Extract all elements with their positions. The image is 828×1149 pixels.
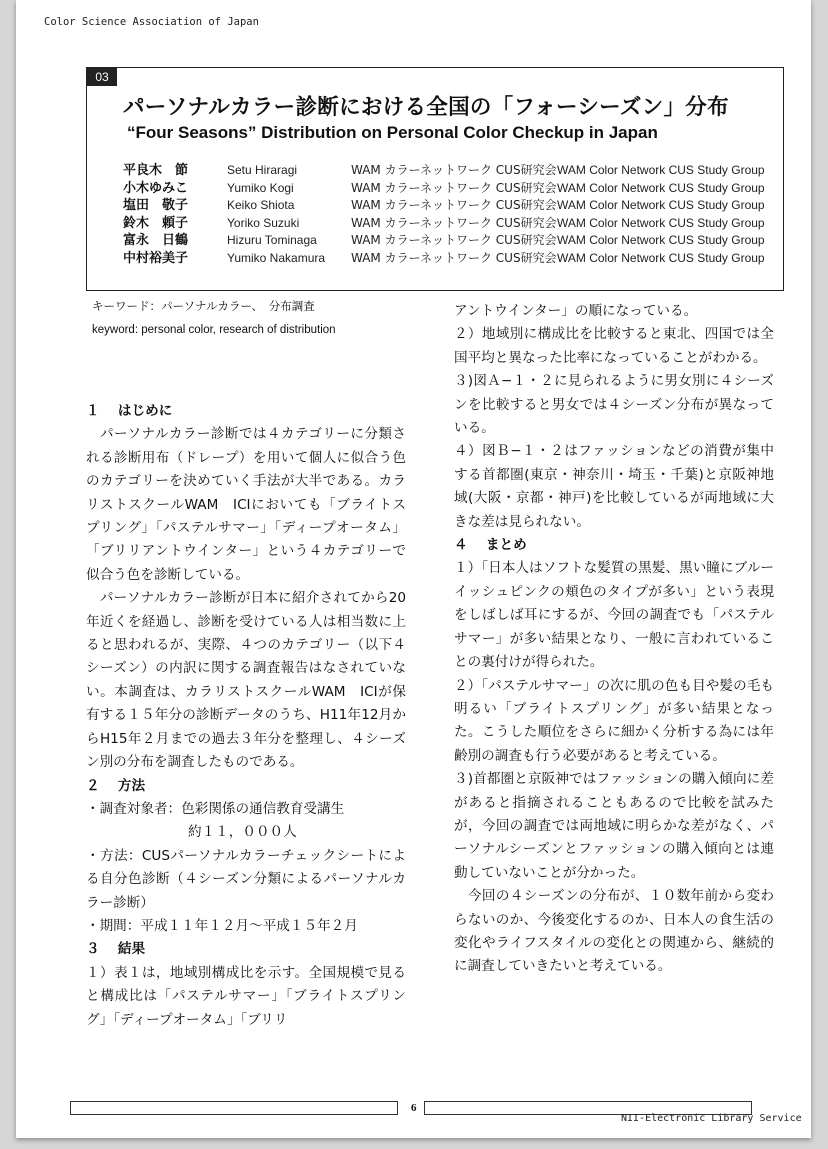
author-affiliation-en: WAM Color Network CUS Study Group: [557, 250, 765, 265]
right-column: [454, 300, 774, 979]
title-english: “Four Seasons” Distribution on Personal Color Checkup in Japan: [127, 123, 658, 142]
paragraph: パーソナルカラー診断が日本に紹介されてから20年近くを経過し、診断を受けている人は相当数に上ると思われるが、実際、４つのカテゴリー（以下４シーズン）の内訳に関する調査報告はなされていない。本調査は、カラリストスクールWAM ICIが保有する１５年分の診断データのうち、H11年12月からH15年２月までの過去３年分を整理し、４シーズン別の分布を調査したものである。: [86, 590, 406, 771]
paper-page: [16, 0, 811, 1138]
paragraph: ３)首都圏と京阪神ではファッションの購入傾向に差があると指摘されることもあるので比較を試みたが，今回の調査では両地域に明らかな差がなく、パーソナルシーズンとファッションの購入傾向とは連動していないことが分かった。: [454, 771, 774, 881]
author-name-en: Setu Hiraragi: [227, 163, 298, 177]
author-name-jp: 鈴木 頼子: [123, 215, 189, 231]
article-number: 03: [87, 68, 117, 86]
keywords-japanese: キーワード：パーソナルカラー、 分布調査: [92, 299, 315, 313]
paragraph: アントウインター」の順になっている。: [454, 303, 698, 319]
author-name-en: Yoriko Suzuki: [227, 215, 300, 230]
title-box: [86, 67, 784, 291]
paragraph: ４）図Ｂ−１・２はファッションなどの消費が集中する首都圏(東京・神奈川・埼玉・千葉)と京阪神地域(大阪・京都・神戸)を比較しているが両地域に大きな差は見られない。: [454, 443, 774, 530]
author-name-jp: 中村裕美子: [123, 250, 189, 266]
footer-box-left: [70, 1101, 398, 1115]
author-affiliation-en: WAM Color Network CUS Study Group: [557, 180, 765, 195]
section-heading-summary: ４ まとめ: [454, 537, 527, 554]
author-affiliation-jp: WAM カラーネットワーク CUS研究会: [351, 180, 557, 195]
author-name-en: Yumiko Kogi: [227, 180, 294, 195]
paragraph: 今回の４シーズンの分布が、１０数年前から変わらないのか、今後変化するのか、日本人の食生活の変化やライフスタイルの変化との関連から、継続的に調査していきたいと考えている。: [454, 888, 774, 975]
paragraph: パーソナルカラー診断では４カテゴリーに分類される診断用布（ドレープ）を用いて個人に似合う色のカテゴリーを決めていく手法が大半である。カラリストスクールWAM ICIにおいても「ブライトスプリング」「パステルサマー」「ディープオータム」「ブリリアントウインター」という４カテゴリーで似合う色を診断している。: [86, 426, 406, 583]
paragraph: １）表１は，地域別構成比を示す。全国規模で見ると構成比は「パステルサマー」「ブライトスプリング」「ディープオータム」「ブリリ: [86, 964, 406, 1028]
author-name-jp: 平良木 節: [123, 163, 189, 178]
left-column: [86, 400, 406, 1032]
author-name-jp: 塩田 敬子: [123, 198, 189, 214]
section-heading-introduction: １ はじめに: [86, 403, 173, 419]
paragraph: ２）「パステルサマー」の次に肌の色も目や髪の毛も明るい「ブライトスプリング」が多い結果となった。こうした順位をさらに細かく分析する為には年齢別の調査も行う必要があると考えている。: [454, 677, 774, 764]
author-affiliation-jp: WAM カラーネットワーク CUS研究会: [351, 198, 557, 213]
title-japanese: パーソナルカラー診断における全国の「フォーシーズン」分布: [123, 95, 729, 120]
author-affiliation-en: WAM Color Network CUS Study Group: [557, 215, 765, 230]
section-heading-method: ２ 方法: [86, 777, 146, 794]
paragraph: ３)図Ａ−１・２に見られるように男女別に４シーズンを比較すると男女では４シーズン分布が異なっている。: [454, 373, 774, 437]
author-affiliation-en: WAM Color Network CUS Study Group: [557, 233, 765, 248]
author-name-jp: 富永 日鶴: [123, 233, 189, 249]
paragraph: １）「日本人はソフトな髪質の黒髪、黒い瞳にブルーイッシュピンクの頬色のタイプが多い」という表現をしばしば耳にするが、今回の調査でも「パステルサマー」が多い結果となり、一般に言われていることの裏付けが得られた。: [454, 560, 774, 671]
paragraph: ２）地域別に構成比を比較すると東北、四国では全国平均と異なった比率になっていることがわかる。: [454, 326, 774, 366]
library-service-footer: NII-Electronic Library Service: [621, 1113, 802, 1124]
method-period: ・期間：平成１１年１２月〜平成１５年２月: [86, 917, 358, 934]
society-header: Color Science Association of Japan: [44, 16, 259, 28]
author-affiliation-jp: WAM カラーネットワーク CUS研究会: [351, 233, 557, 248]
method-description: ・方法：CUSパーソナルカラーチェックシートによる自分色診断（４シーズン分類によるパーソナルカラー診断）: [86, 847, 406, 911]
author-affiliation-en: WAM Color Network CUS Study Group: [557, 163, 765, 177]
author-affiliation-jp: WAM カラーネットワーク CUS研究会: [351, 163, 557, 177]
section-heading-results: ３ 結果: [86, 941, 146, 958]
keywords-english: keyword: personal color, research of distribution: [92, 324, 336, 336]
method-count: 約１１，０００人: [188, 824, 297, 841]
page-number: 6: [411, 1102, 417, 1114]
author-name-jp: 小木ゆみこ: [123, 180, 189, 196]
author-affiliation-jp: WAM カラーネットワーク CUS研究会: [351, 215, 557, 230]
author-affiliation-jp: WAM カラーネットワーク CUS研究会: [351, 250, 557, 265]
author-affiliation-en: WAM Color Network CUS Study Group: [557, 198, 765, 213]
author-name-en: Yumiko Nakamura: [227, 250, 326, 265]
author-name-en: Hizuru Tominaga: [227, 233, 317, 248]
method-target: ・調査対象者：色彩関係の通信教育受講生: [86, 800, 345, 817]
author-name-en: Keiko Shiota: [227, 198, 295, 213]
